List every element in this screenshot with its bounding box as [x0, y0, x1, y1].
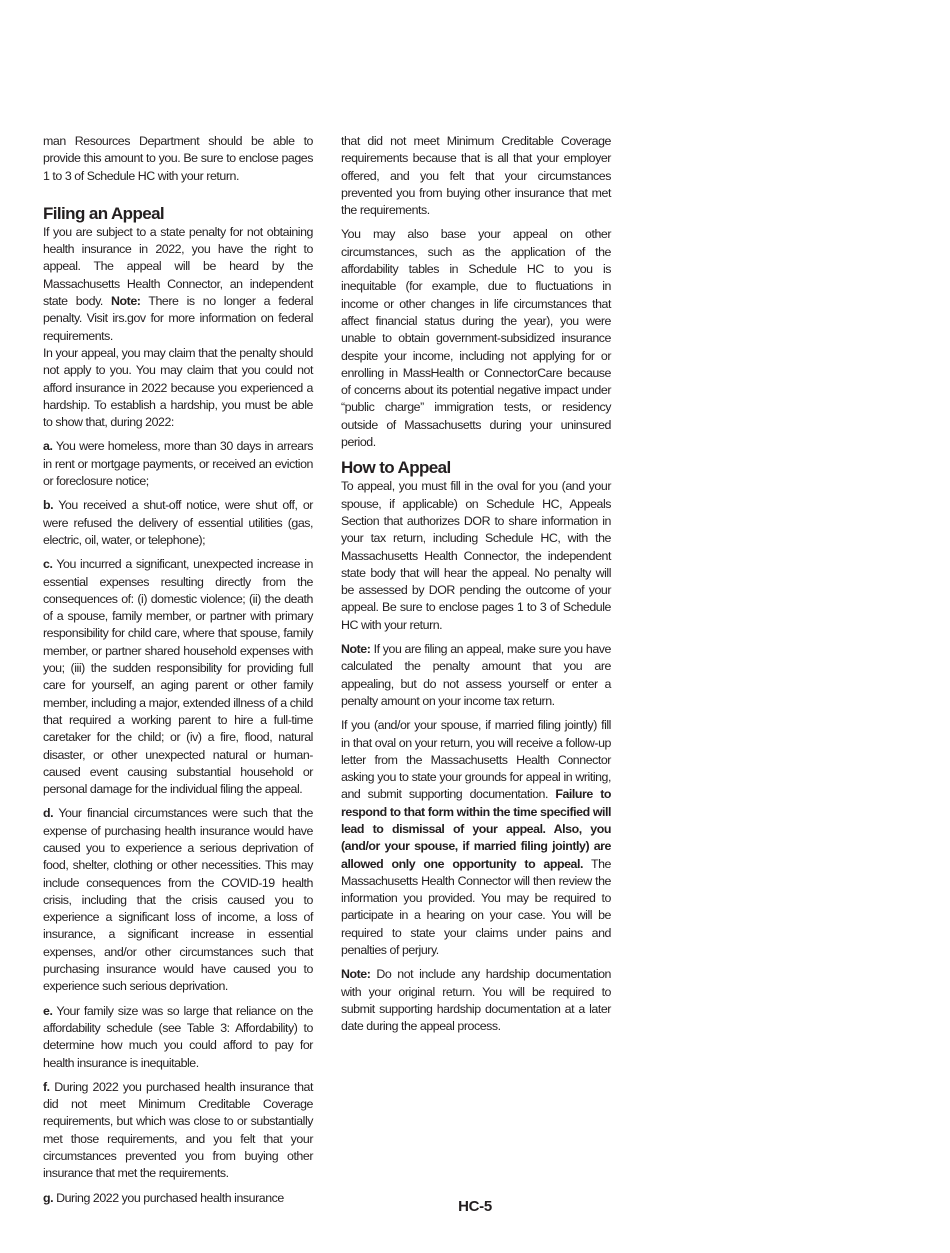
hardship-item-a: [43, 438, 313, 490]
item-g-continuation: that did not meet Minimum Creditable Coverage requirements because that is all that your employer offered, and you felt that your circumstances prevented you from buying other insurance that met the requirements.: [341, 134, 611, 218]
how-p3-end: The Massachusetts Health Connector will then review the information you provided. You may be required to participate in a hearing on your case. You will be required to state your claims under pains and penalties of perjury.: [341, 856, 611, 958]
item-label: a.: [43, 439, 53, 454]
filing-p1-text: If you are subject to a state penalty for not obtaining health insurance in 2022, you have the right to appeal. The appeal will be heard by the Massachusetts Health Connector, an independent state body.: [43, 224, 313, 309]
how-to-appeal-heading: How to Appeal: [341, 458, 451, 478]
item-text: During 2022 you purchased health insurance: [53, 1190, 284, 1205]
hardship-item-d: [43, 805, 313, 995]
filing-paragraph-1: [43, 224, 313, 345]
intro-paragraph: man Resources Department should be able to provide this amount to you. Be sure to enclose pages 1 to 3 of Schedule HC with your return.: [43, 134, 313, 183]
hardship-item-b: [43, 497, 313, 549]
item-label: b.: [43, 498, 54, 513]
hardship-item-f: [43, 1079, 313, 1183]
left-column: [43, 133, 313, 1214]
note-text: If you are filing an appeal, make sure you have calculated the penalty amount that you are appealing, but do not assess yourself or enter a penalty amount on your income tax return.: [341, 642, 611, 708]
item-label: c.: [43, 557, 53, 572]
item-label: g.: [43, 1190, 54, 1205]
item-text: During 2022 you purchased health insurance that did not meet Minimum Creditable Coverage requirements, but which was close to or substantially met those requirements, and you felt that your circumstances prevented you from buying other insurance that met the requirements.: [43, 1079, 313, 1181]
note-label: Note:: [341, 967, 371, 982]
item-text: You incurred a significant, unexpected increase in essential expenses resulting directly from the consequences of: (i) domestic violence; (ii) the death of a spouse, family member, or partner with primary responsibility for child care, where that spouse, family member, or partner shared household expenses with you; (iii) the sudden responsibility for providing full care for yourself, an aging parent or other family member, including a major, extended illness of a child that required a working parent to hire a full-time caretaker for the child; or (iv) a fire, flood, natural disaster, or other unexpected natural or human-caused event causing substantial household or personal damage for the individual filing the appeal.: [43, 557, 313, 797]
item-text: Your financial circumstances were such that the expense of purchasing health insurance would have caused you to experience a serious deprivation of food, shelter, clothing or other necessities. This may include consequences from the COVID-19 health crisis, including that the crisis caused you to experience a significant loss of income, a loss of insurance, a significant increase in essential expenses, and/or other circumstances such that purchasing insurance would have caused you to experience such serious deprivation.: [43, 806, 313, 994]
hardship-item-c: [43, 556, 313, 798]
filing-paragraph-2: In your appeal, you may claim that the penalty should not apply to you. You may claim that you could not afford insurance in 2022 because you experienced a hardship. To establish a hardship, you must be able to show that, during 2022:: [43, 345, 313, 430]
item-text: You were homeless, more than 30 days in arrears in rent or mortgage payments, or received an eviction or foreclosure notice;: [43, 439, 313, 489]
how-p3-warning: Failure to respond to that form within the time specified will lead to dismissal of your appeal. Also, you (and/or your spouse, if married filing jointly) are allowed only one opportunity to appeal.: [341, 787, 611, 871]
note-filing-appeal: [341, 641, 611, 710]
other-circumstances-paragraph: You may also base your appeal on other circumstances, such as the application of the affordability tables in Schedule HC to you is inequitable (for example, due to fluctuations in income or other changes in life circumstances that affect financial status during the year), you were unable to obtain government-subsidized insurance despite your income, including not applying for or enrolling in MassHealth or ConnectorCare because of concerns about its potential negative impact under “public charge” immigration tests, or residency outside of Massachusetts during your uninsured period.: [341, 227, 611, 450]
note-label: Note:: [341, 642, 371, 657]
item-label: d.: [43, 806, 54, 821]
how-p3-start: If you (and/or your spouse, if married filing jointly) fill in that oval on your return, you will receive a follow-up letter from the Massachusetts Health Connector asking you to state your grounds for appeal in writing, and submit supporting documentation.: [341, 718, 611, 802]
item-label: f.: [43, 1079, 50, 1094]
item-text: Your family size was so large that reliance on the affordability schedule (see Table 3: Affordability) to determine how much you could afford to pay for health insurance is inequitable.: [43, 1003, 313, 1070]
filing-appeal-heading: Filing an Appeal: [43, 203, 165, 223]
filing-note-text: There is no longer a federal penalty. Visit irs.gov for more information on federal requirements.: [43, 294, 313, 343]
hardship-item-e: [43, 1003, 313, 1072]
item-text: You received a shut-off notice, were shut off, or were refused the delivery of essential utilities (gas, electric, oil, water, or telephone);: [43, 498, 313, 547]
right-column: [341, 133, 611, 1043]
how-paragraph-3: [341, 717, 611, 959]
filing-note-label: Note:: [111, 294, 141, 309]
note-documentation: [341, 966, 611, 1035]
how-paragraph-1: To appeal, you must fill in the oval for you (and your spouse, if applicable) on Schedule HC, Appeals Section that authorizes DOR to share information in your tax return, including Schedule HC, with the Massachusetts Health Connector, the independent state body that will hear the appeal. No penalty will be assessed by DOR pending the outcome of your appeal. Be sure to enclose pages 1 to 3 of Schedule HC with your return.: [341, 479, 611, 632]
note-text: Do not include any hardship documentation with your original return. You will be required to submit supporting hardship documentation at a later date during the appeal process.: [341, 967, 611, 1034]
page-number: HC-5: [458, 1198, 492, 1215]
item-label: e.: [43, 1003, 53, 1018]
